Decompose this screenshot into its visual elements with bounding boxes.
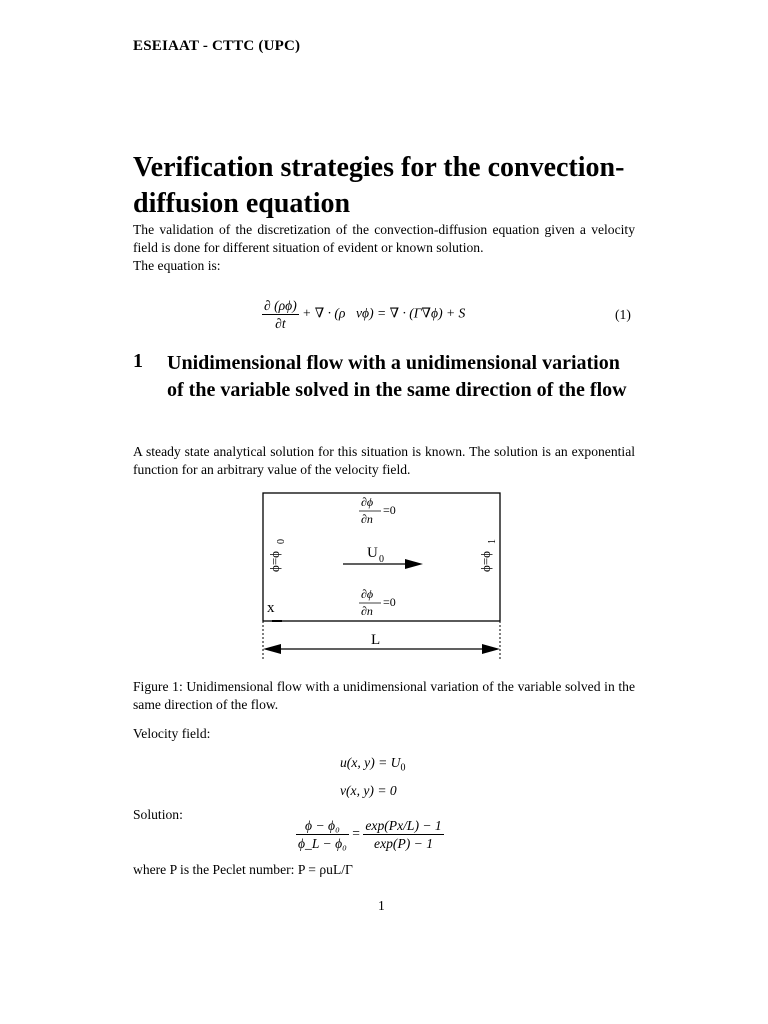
v-equation: v(x, y) = 0 <box>340 782 397 798</box>
section-number: 1 <box>133 350 143 372</box>
equation-1-rest: + ∇ · (ρ⃗vϕ) = ∇ · (Γ∇ϕ) + S <box>302 305 466 321</box>
top-bc-numerator: ∂ϕ <box>361 495 374 509</box>
solution-label: Solution: <box>133 807 183 822</box>
page-number: 1 <box>378 898 385 913</box>
solution-lhs-fraction <box>296 817 349 852</box>
velocity-label <box>367 545 384 565</box>
x-origin-label: x <box>267 600 275 616</box>
top-bc-denominator: ∂n <box>361 512 373 526</box>
length-arrowhead-left <box>263 644 281 654</box>
svg-text:ϕ=ϕ: ϕ=ϕ <box>267 550 282 572</box>
solution-lhs-denominator: ϕ_L − ϕ₀ <box>298 836 347 851</box>
solution-rhs-fraction <box>363 817 443 852</box>
figure-caption: Figure 1: Unidimensional flow with a unidimensional variation of the variable solved in the same direction of the flow. <box>133 679 635 712</box>
document-title: Verification strategies for the convection-diffusion equation <box>133 152 625 219</box>
left-bc-label <box>267 539 287 572</box>
svg-text:0: 0 <box>379 554 384 565</box>
equation-1-fraction <box>262 297 299 332</box>
solution-equation <box>296 817 444 852</box>
length-arrowhead-right <box>482 644 500 654</box>
right-bc-label <box>478 539 498 572</box>
bottom-bc-value: =0 <box>383 595 396 609</box>
running-header: ESEIAAT - CTTC (UPC) <box>133 38 301 54</box>
svg-text:0: 0 <box>276 539 287 544</box>
peclet-definition: where P is the Peclet number: P = ρuL/Γ <box>133 862 353 877</box>
svg-text:U: U <box>367 545 378 561</box>
u-equation: u(x, $y) = U_0$ <box>340 755 406 774</box>
solution-equals: = <box>352 825 360 841</box>
intro-paragraph: The validation of the discretization of the convection-diffusion equation given a velocity field is done for different situation of evident or known solution. <box>133 222 635 255</box>
length-label: L <box>371 632 381 648</box>
section-paragraph: A steady state analytical solution for this situation is known. The solution is an exponential function for an arbitrary value of the velocity field. <box>133 444 635 477</box>
top-bc-value: =0 <box>383 503 396 517</box>
equation-1 <box>262 297 465 332</box>
section-title: Unidimensional flow with a unidimensional variation of the variable solved in the same direction of the flow <box>167 352 627 401</box>
equation-1-denominator: ∂t <box>275 316 286 331</box>
bottom-bc-denominator: ∂n <box>361 604 373 618</box>
equation-1-number: (1) <box>615 307 631 322</box>
intro-equation-lead: The equation is: <box>133 258 221 273</box>
svg-text:1: 1 <box>487 539 498 544</box>
solution-rhs-denominator: exp(P) − 1 <box>374 836 434 851</box>
velocity-field-label: Velocity field: <box>133 726 211 741</box>
velocity-arrowhead <box>405 559 423 569</box>
equation-1-numerator: ∂ (ρϕ) <box>264 298 297 313</box>
bottom-bc-numerator: ∂ϕ <box>361 587 374 601</box>
flow-domain-figure <box>255 488 515 668</box>
svg-text:ϕ=ϕ: ϕ=ϕ <box>478 550 493 572</box>
solution-lhs-numerator: ϕ − ϕ₀ <box>296 817 349 835</box>
velocity-field-equations <box>340 752 406 802</box>
solution-rhs-numerator: exp(Px/L) − 1 <box>365 818 442 833</box>
